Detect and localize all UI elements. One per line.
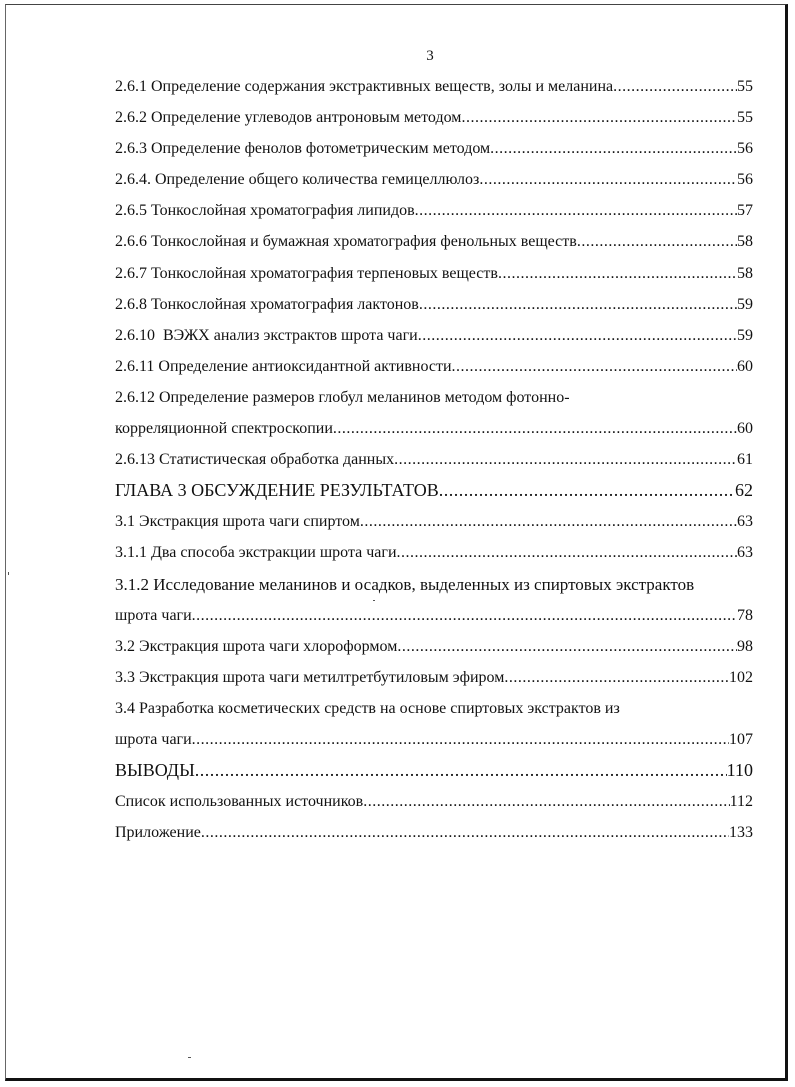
- toc-entry: [115, 444, 753, 475]
- toc-entry-page: 110: [726, 760, 753, 781]
- toc-entry-title: 2.6.4. Определение общего количества гемицеллюлоз: [115, 171, 480, 189]
- toc-entry-continuation: корреляционной спектроскопии: [115, 420, 333, 438]
- toc-leader-dots: [397, 537, 737, 568]
- toc-entry: [115, 258, 753, 289]
- toc-entry: [115, 537, 753, 568]
- toc-entry-title: 3.4 Разработка косметических средств на основе спиртовых экстрактов из: [115, 699, 620, 717]
- scan-speck: [8, 572, 9, 575]
- toc-entry: [115, 506, 753, 537]
- toc-entry: [115, 226, 753, 257]
- toc-entry-first-line: [115, 693, 753, 724]
- toc-entry-title: Приложение: [115, 824, 201, 842]
- toc-entry-title: 3.1.1 Два способа экстракции шрота чаги: [115, 544, 397, 562]
- toc-entry: [115, 662, 753, 693]
- toc-entry-page: 107: [729, 730, 753, 748]
- toc-leader-dots: [490, 133, 737, 164]
- toc-leader-dots: [479, 164, 737, 195]
- toc-leader-dots: [415, 195, 737, 226]
- toc-leader-dots: [192, 600, 737, 631]
- toc-entry-title: 3.1 Экстракция шрота чаги спиртом: [115, 513, 360, 531]
- toc-entry-continuation: шрота чаги: [115, 730, 192, 748]
- toc-entry-first-line: [115, 569, 753, 600]
- toc-entry: [115, 817, 753, 848]
- toc-chapter-title: ВЫВОДЫ: [115, 760, 195, 781]
- toc-entry-page: 63: [737, 544, 753, 562]
- scan-speck: [188, 1057, 191, 1058]
- toc-entry-title: 2.6.8 Тонкослойная хроматография лактонов: [115, 295, 419, 313]
- toc-entry-page: 58: [737, 233, 753, 251]
- toc-entry-title: 3.3 Экстракция шрота чаги метилтретбутиловым эфиром: [115, 668, 505, 686]
- toc-entry-page: 62: [735, 480, 753, 501]
- toc-entry-title: 2.6.11 Определение антиоксидантной активности: [115, 357, 452, 375]
- toc-entry-title: 2.6.2 Определение углеводов антроновым методом: [115, 109, 462, 127]
- toc-chapter-entry: [115, 475, 753, 506]
- toc-chapter-entry: [115, 755, 753, 786]
- toc-entry-page: 63: [737, 513, 753, 531]
- toc-entry: [115, 351, 753, 382]
- toc-entry: [115, 320, 753, 351]
- toc-entry-page: 60: [737, 420, 753, 438]
- toc-entry-page: 55: [737, 109, 753, 127]
- toc-entry-title: 3.1.2 Исследование меланинов и осадков, выделенных из спиртовых экстрактов: [115, 574, 695, 594]
- toc-entry: [115, 102, 753, 133]
- toc-leader-dots: [394, 444, 737, 475]
- toc-entry-page: 57: [737, 202, 753, 220]
- toc-entry-first-line: [115, 382, 753, 413]
- toc-entry-title: Список использованных источников: [115, 793, 364, 811]
- toc-entry-title: 2.6.5 Тонкослойная хроматография липидов: [115, 202, 415, 220]
- toc-leader-dots: [419, 289, 737, 320]
- toc-entry: [115, 289, 753, 320]
- table-of-contents: [115, 71, 753, 848]
- toc-chapter-title: ГЛАВА 3 ОБСУЖДЕНИЕ РЕЗУЛЬТАТОВ: [115, 480, 439, 501]
- toc-entry-page: 58: [737, 264, 753, 282]
- toc-entry: [115, 631, 753, 662]
- toc-entry-continuation: шрота чаги: [115, 606, 192, 624]
- toc-leader-dots: [418, 320, 737, 351]
- toc-entry: [115, 600, 753, 631]
- toc-entry-page: 98: [737, 637, 753, 655]
- toc-leader-dots: [192, 724, 729, 755]
- toc-entry-page: 61: [737, 451, 753, 469]
- toc-leader-dots: [577, 226, 737, 257]
- toc-leader-dots: [461, 102, 737, 133]
- page-number: 3: [426, 48, 434, 64]
- toc-entry: [115, 786, 753, 817]
- toc-leader-dots: [363, 786, 729, 817]
- toc-entry-page: 112: [729, 793, 753, 811]
- toc-leader-dots: [201, 817, 729, 848]
- toc-entry-page: 78: [737, 606, 753, 624]
- toc-leader-dots: [195, 755, 727, 786]
- toc-leader-dots: [452, 351, 737, 382]
- toc-entry-title: 3.2 Экстракция шрота чаги хлороформом: [115, 637, 398, 655]
- toc-entry: [115, 195, 753, 226]
- toc-entry-title: 2.6.13 Статистическая обработка данных: [115, 451, 395, 469]
- toc-leader-dots: [439, 475, 735, 506]
- toc-entry-page: 56: [737, 140, 753, 158]
- toc-leader-dots: [498, 258, 737, 289]
- toc-entry-title: 2.6.3 Определение фенолов фотометрическим методом: [115, 140, 491, 158]
- toc-entry-title: 2.6.1 Определение содержания экстрактивных веществ, золы и меланина: [115, 78, 614, 95]
- toc-entry: [115, 133, 753, 164]
- toc-entry-page: 59: [737, 326, 753, 344]
- toc-leader-dots: [613, 71, 737, 102]
- toc-leader-dots: [333, 413, 737, 444]
- toc-entry-title: 2.6.6 Тонкослойная и бумажная хроматография фенольных веществ: [115, 233, 577, 251]
- toc-entry-page: 60: [737, 357, 753, 375]
- toc-leader-dots: [504, 662, 729, 693]
- toc-entry: [115, 164, 753, 195]
- toc-entry-title: 2.6.12 Определение размеров глобул меланинов методом фотонно-: [115, 388, 570, 406]
- toc-leader-dots: [397, 631, 737, 662]
- toc-leader-dots: [360, 506, 737, 537]
- toc-entry: [115, 413, 753, 444]
- toc-entry-page: 56: [737, 171, 753, 189]
- toc-entry: [115, 71, 753, 102]
- toc-entry-page: 133: [729, 824, 753, 842]
- toc-entry-title: 2.6.7 Тонкослойная хроматография терпеновых веществ: [115, 264, 498, 282]
- toc-entry-page: 55: [737, 78, 753, 95]
- toc-entry-title: 2.6.10 ВЭЖХ анализ экстрактов шрота чаги: [115, 326, 418, 344]
- toc-entry-page: 59: [737, 295, 753, 313]
- scan-speck: [373, 600, 375, 601]
- toc-entry: [115, 724, 753, 755]
- toc-entry-page: 102: [729, 668, 753, 686]
